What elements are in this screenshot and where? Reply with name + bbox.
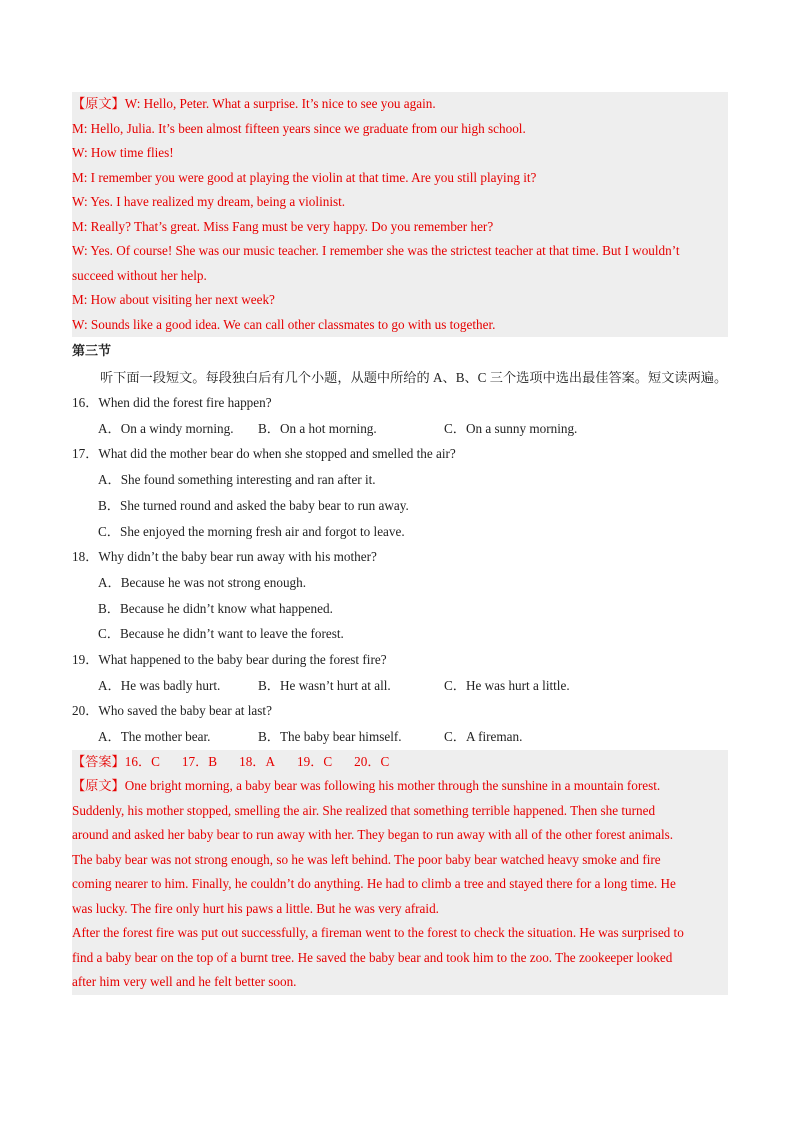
option-a: A．She found something interesting and ran after it. [98, 472, 376, 488]
option-c: C．A fireman. [444, 729, 523, 745]
option-a: A．On a windy morning. [98, 420, 234, 436]
passage-line: 【原文】One bright morning, a baby bear was following his mother through the sunshine in a mountain forest. [72, 778, 661, 794]
answer-item: 18．A [239, 753, 275, 769]
answer-item: 19．C [297, 753, 333, 769]
option-c: C．On a sunny morning. [444, 420, 578, 436]
transcript-line: W: Yes. Of course! She was our music teacher. I remember she was the strictest teacher at that time. But I wouldn’t [72, 243, 680, 258]
option-b: B．Because he didn’t know what happened. [98, 600, 333, 616]
question: 19．What happened to the baby bear during the forest fire? [72, 652, 387, 668]
answer-item: 20．C [354, 753, 390, 769]
transcript-line: M: How about visiting her next week? [72, 292, 275, 307]
option-a: A．The mother bear. [98, 729, 211, 745]
option-c: C．Because he didn’t want to leave the forest. [98, 626, 344, 642]
option-a: A．He was badly hurt. [98, 677, 221, 693]
option-b: B．The baby bear himself. [258, 729, 402, 745]
option-b: B．He wasn’t hurt at all. [258, 677, 391, 693]
transcript-line: W: Sounds like a good idea. We can call other classmates to go with us together. [72, 316, 496, 332]
question: 20．Who saved the baby bear at last? [72, 703, 272, 719]
passage-line: After the forest fire was put out successfully, a fireman went to the forest to check the situation. He was surprised to [72, 925, 684, 941]
passage-line: coming nearer to him. Finally, he couldn’t do anything. He had to climb a tree and stayed there for a long time. He [72, 876, 676, 892]
option-row [72, 673, 728, 699]
answer-item: 17．B [181, 753, 218, 769]
section-instructions: 听下面一段短文。每段独白后有几个小题，从题中所给的 A、B、C 三个选项中选出最佳答案。短文读两遍。 [100, 370, 728, 385]
question: 16．When did the forest fire happen? [72, 395, 272, 410]
transcript-label: 【原文】 [72, 96, 125, 111]
passage-line: The baby bear was not strong enough, so he was left behind. The poor baby bear watched heavy smoke and fire [72, 851, 661, 867]
transcript-line: M: Really? That’s great. Miss Fang must be very happy. Do you remember her? [72, 218, 494, 234]
passage-line: around and asked her baby bear to run away with her. They began to run away with all of the other forest animals. [72, 827, 674, 843]
passage-line: was lucky. The fire only hurt his paws a little. But he was very afraid. [72, 900, 439, 916]
option-c: C．She enjoyed the morning fresh air and forgot to leave. [98, 523, 405, 539]
passage-line: find a baby bear on the top of a burnt tree. He saved the baby bear and took him to the zoo. The zookeeper looked [72, 949, 673, 965]
document-page [72, 92, 728, 995]
option-row [72, 416, 728, 442]
option-a: A．Because he was not strong enough. [98, 574, 307, 590]
option-b: B．On a hot morning. [258, 420, 377, 436]
answer-and-passage [72, 750, 728, 995]
option-b: B．She turned round and asked the baby bear to run away. [98, 497, 409, 513]
transcript-line: M: Hello, Julia. It’s been almost fifteen years since we graduate from our high school. [72, 120, 526, 136]
transcript-line: succeed without her help. [72, 267, 207, 283]
answer-label: 【答案】 [72, 753, 125, 769]
option-c: C．He was hurt a little. [444, 677, 570, 693]
answer-key [72, 750, 728, 775]
transcript-line: W: How time flies! [72, 145, 174, 160]
transcript-line: 【原文】W: Hello, Peter. What a surprise. It’s nice to see you again. [72, 96, 436, 111]
section-title: 第三节 [72, 344, 112, 359]
passage-label: 【原文】 [72, 778, 125, 794]
option-row [72, 724, 728, 750]
transcript-line: W: Yes. I have realized my dream, being a violinist. [72, 194, 346, 209]
question: 18．Why didn’t the baby bear run away with his mother? [72, 549, 377, 565]
transcript-line: M: I remember you were good at playing the violin at that time. Are you still playing it? [72, 169, 537, 185]
dialogue-transcript [72, 92, 728, 337]
passage-line: Suddenly, his mother stopped, smelling the air. She realized that something terrible happened. Then she turned [72, 802, 656, 818]
question: 17．What did the mother bear do when she stopped and smelled the air? [72, 446, 456, 462]
passage-line: after him very well and he felt better soon. [72, 974, 297, 990]
answer-item: 16．C [124, 753, 160, 769]
